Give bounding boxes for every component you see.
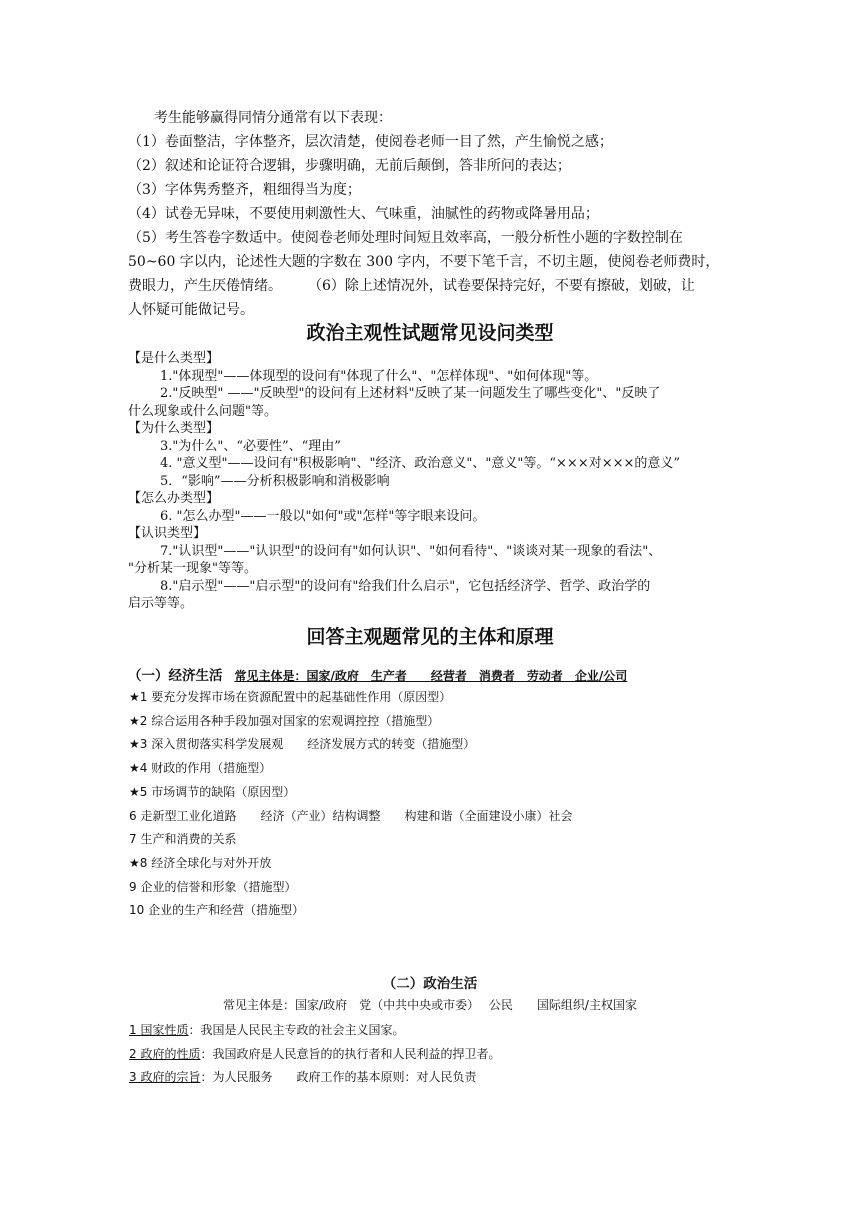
section-title-subjects-principles: 回答主观题常见的主体和原理 [306, 626, 554, 648]
economic-life-heading [128, 664, 768, 684]
political-life-item-text: ：为人民服务 政府工作的基本原则：对人民负责 [200, 1070, 477, 1084]
political-life-subjects: 常见主体是：国家/政府 党（中共中央或市委） 公民 国际组织/主权国家 [223, 998, 637, 1012]
intro-item-6-end: 人怀疑可能做记号。 [128, 302, 254, 318]
political-life-item-key: 2 政府的性质 [129, 1046, 201, 1061]
intro-item-5-end: 费眼力，产生厌倦情绪。 [128, 278, 282, 294]
political-life-list [129, 1019, 749, 1090]
question-type-line: 【是什么类型】 [128, 351, 220, 366]
intro-item-6: （6）除上述情况外，试卷要保持完好，不要有擦破，划破，让 [308, 278, 695, 294]
economic-life-label: （一）经济生活 [128, 668, 223, 684]
intro-item-5-line2: 50~60 字以内，论述性大题的字数在 300 字内，不要下笔千言，不切主题，使阅卷老师费时， [128, 254, 720, 270]
question-type-line: 2."反映型" ——"反映型"的设问有上述材料"反映了某一问题发生了哪些变化"、"反映了 [160, 386, 661, 401]
political-life-item-text: ：我国政府是人民意旨的的执行者和人民利益的捍卫者。 [200, 1046, 501, 1061]
question-type-line: 什么现象或什么问题"等。 [128, 403, 277, 419]
intro-item: （1）卷面整洁，字体整齐，层次清楚，使阅卷老师一目了然，产生愉悦之感； [128, 134, 613, 150]
political-life-item-key: 3 政府的宗旨 [129, 1070, 201, 1084]
economic-life-item: ★1 要充分发挥市场在资源配置中的起基础性作用（原因型） [129, 690, 452, 704]
question-type-line: "分析某一现象"等等。 [128, 561, 257, 576]
intro-item: （3）字体隽秀整齐，粗细得当为度； [128, 182, 361, 198]
question-type-line: 3."为什么"、“必要性”、“理由” [160, 438, 341, 454]
question-type-line: 【认识类型】 [128, 526, 207, 541]
economic-life-list [129, 686, 749, 923]
question-type-line: 启示等等。 [128, 596, 194, 611]
question-types-list [128, 350, 734, 613]
question-type-line: 【怎么办类型】 [128, 491, 220, 506]
intro-lead: 考生能够赢得同情分通常有以下表现： [154, 110, 392, 126]
question-type-line: 1."体现型"——体现型的设问有"体现了什么"、"怎样体现"、"如何体现"等。 [160, 368, 598, 384]
political-life-item-text: ：我国是人民民主专政的社会主义国家。 [188, 1023, 405, 1037]
economic-life-subjects: 常见主体是：国家/政府 生产者 经营者 消费者 劳动者 企业/公司 [234, 669, 628, 683]
question-type-line: 【为什么类型】 [128, 421, 220, 436]
question-type-line: 6. "怎么办型"——一般以"如何"或"怎样"等字眼来设问。 [160, 508, 486, 524]
economic-life-item: ★5 市场调节的缺陷（原因型） [129, 784, 296, 799]
question-type-line: 5．“影响”——分析积极影响和消极影响 [160, 473, 390, 489]
economic-life-item: 7 生产和消费的关系 [129, 832, 237, 847]
political-life-item [129, 1019, 749, 1043]
political-life-item [129, 1043, 749, 1067]
economic-life-item: 6 走新型工业化道路 经济（产业）结构调整 构建和谐（全面建设小康）社会 [129, 808, 573, 823]
political-life-heading: （二）政治生活 [382, 976, 478, 992]
intro-item: （2）叙述和论证符合逻辑，步骤明确，无前后颠倒，答非所问的表达； [128, 158, 571, 174]
economic-life-item: ★2 综合运用各种手段加强对国家的宏观调控控（措施型） [129, 713, 440, 728]
economic-life-item: 10 企业的生产和经营（措施型） [129, 903, 305, 918]
intro-section [128, 106, 734, 322]
question-type-line: 8."启示型"——"启示型"的设问有"给我们什么启示"，它包括经济学、哲学、政治学的 [160, 578, 651, 594]
intro-item: （4）试卷无异味，不要使用刺激性大、气味重，油腻性的药物或降暑用品； [128, 206, 599, 222]
political-life-item-key: 1 国家性质 [129, 1023, 189, 1037]
question-type-line: 4. "意义型"——设问有"积极影响"、"经济、政治意义"、"意义"等。“×××对×××的意义” [160, 456, 681, 471]
economic-life-item: ★4 财政的作用（措施型） [129, 761, 272, 776]
intro-item-5-line1: （5）考生答卷字数适中。使阅卷老师处理时间短且效率高，一般分析性小题的字数控制在 [128, 230, 683, 246]
intro-item-5-6-line [128, 274, 734, 298]
question-type-line: 7."认识型"——"认识型"的设问有"如何认识"、"如何看待"、"谈谈对某一现象的看法"、 [160, 543, 662, 559]
economic-life-item: 9 企业的信誉和形象（措施型） [129, 879, 297, 894]
economic-life-item: ★8 经济全球化与对外开放 [129, 855, 272, 870]
section-title-question-types: 政治主观性试题常见设问类型 [306, 322, 554, 344]
political-life-item [129, 1066, 749, 1090]
economic-life-item: ★3 深入贯彻落实科学发展观 经济发展方式的转变（措施型） [129, 737, 476, 752]
